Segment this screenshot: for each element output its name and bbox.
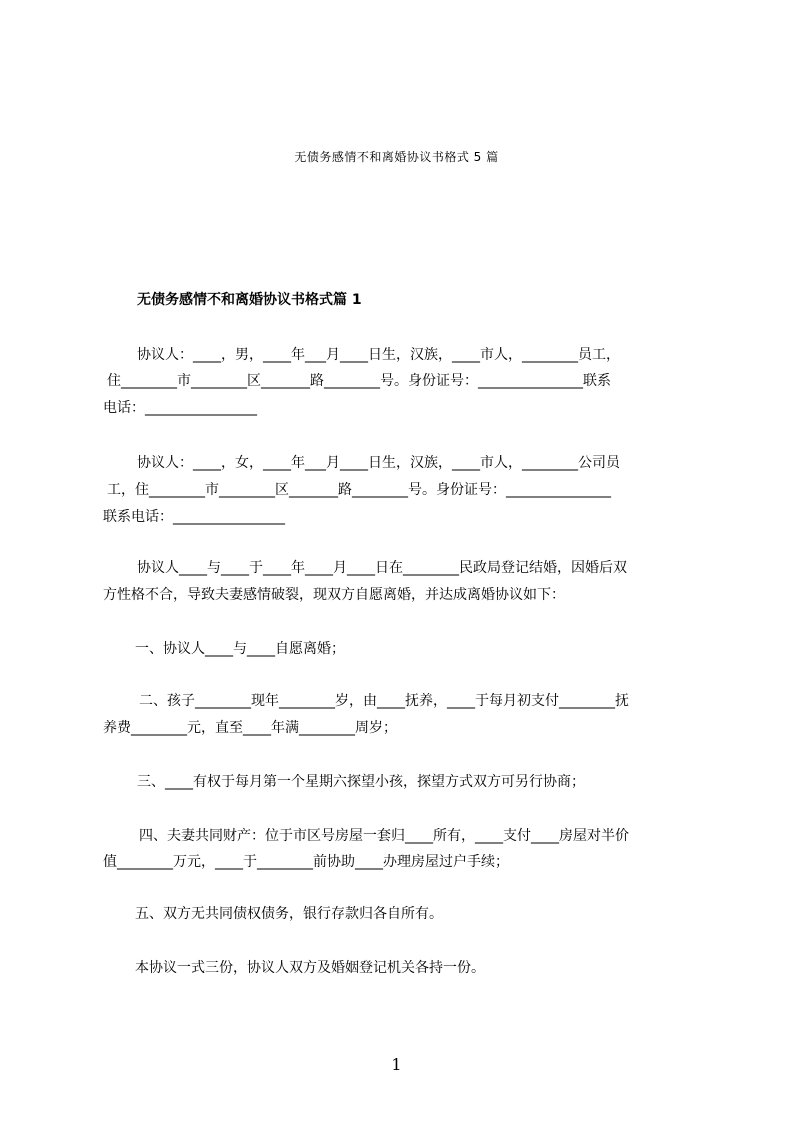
party1-line3: 电话：________________ <box>103 400 257 416</box>
party2-line3: 联系电话：________________ <box>103 509 285 525</box>
clause-4-line2: 值________万元，____于________前协助____办理房屋过户手续； <box>103 854 509 870</box>
clause-2-line1: 二、孩子________现年________岁，由____抚养，____于每月初支付________抚 <box>139 693 629 709</box>
clause-2-line2: 养费________元，直至____年满________周岁； <box>103 720 397 736</box>
background-line1: 协议人____与____于____年____月____日在________民政局登记结婚，因婚后双 <box>137 560 627 576</box>
page-number: 1 <box>391 1055 402 1074</box>
clause-1: 一、协议人____与____自愿离婚； <box>135 641 345 657</box>
party2-line2: 工，住________市________区_______路________号。身份证号：_______________ <box>107 482 611 498</box>
party2-line1: 协议人：____，女，____年___月____日生，汉族，____市人，________公司员 <box>137 455 620 471</box>
clause-5: 五、双方无共同债权债务，银行存款归各自所有。 <box>135 906 443 922</box>
clause-3: 三、____有权于每月第一个星期六探望小孩，探望方式双方可另行协商； <box>137 774 585 790</box>
party1-line2: 住________市________区_______路________号。身份证号：_______________联系 <box>107 373 611 389</box>
clause-4-line1: 四、夫妻共同财产：位于市区号房屋一套归____所有，____支付____房屋对半价 <box>139 828 629 844</box>
document-title: 无债务感情不和离婚协议书格式 5 篇 <box>294 150 499 164</box>
section-heading: 无债务感情不和离婚协议书格式篇 1 <box>137 292 362 308</box>
party1-line1: 协议人：____，男，____年___月____日生，汉族，____市人，________员工， <box>137 347 620 363</box>
background-line2: 方性格不合，导致夫妻感情破裂，现双方自愿离婚，并达成离婚协议如下： <box>103 587 565 603</box>
closing-statement: 本协议一式三份，协议人双方及婚姻登记机关各持一份。 <box>135 960 485 976</box>
